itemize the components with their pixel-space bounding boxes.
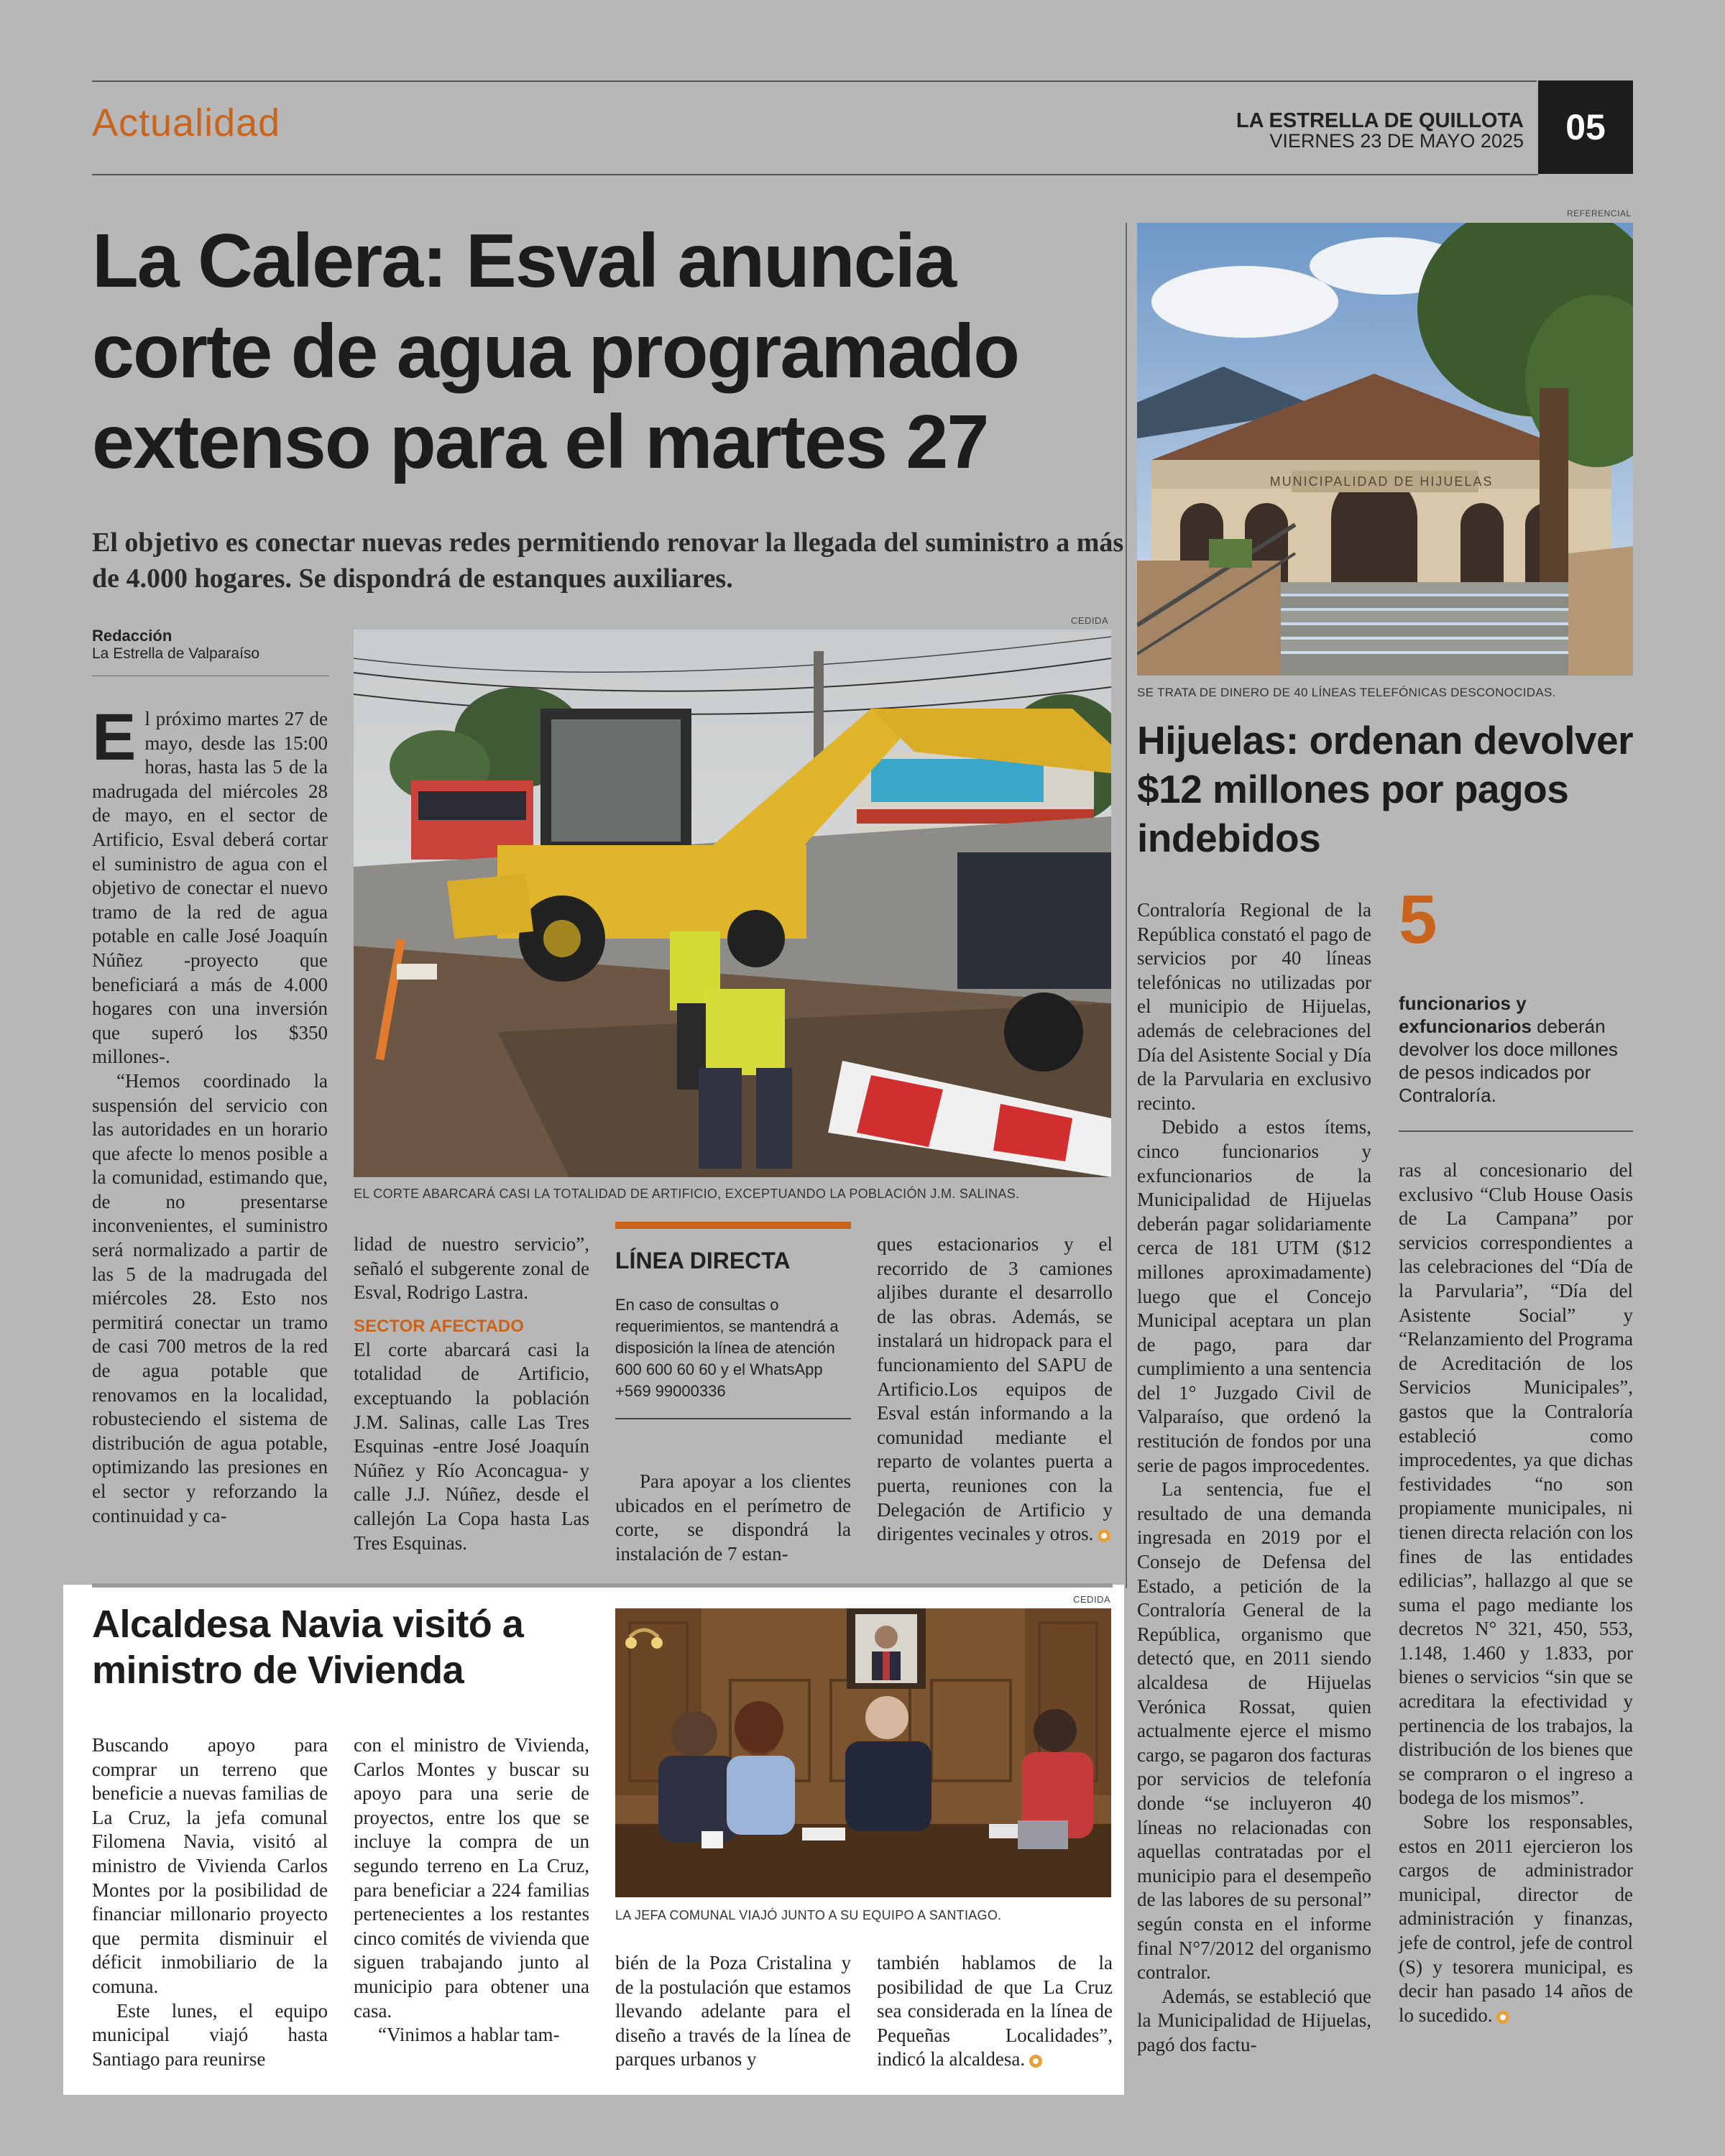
linea-directa-accent-bar [615,1222,851,1229]
drop-cap: E [92,701,137,774]
hijuelas-column-b [1399,1158,1633,2027]
linea-directa-title: LÍNEA DIRECTA [615,1248,791,1273]
linea-directa-text: En caso de consultas o requerimientos, se mantendrá a disposición la línea de atención 600 600 60 60 y el WhatsApp +569 99000336 [615,1296,839,1400]
linea-directa-box [615,1222,851,1419]
municipalidad-photo [1137,223,1633,676]
hijuelas-end-icon [1496,2011,1509,2024]
hijuelas-colA-paragraph-4: Además, se estableció que la Municipalidad de Hijuelas, pagó dos factu- [1137,1985,1371,2055]
navia-headline: Alcaldesa Navia visitó a ministro de Vivienda [92,1603,524,1692]
navia-column-1 [92,1733,328,2071]
linea-directa-bottom-rule [615,1418,851,1419]
main-col1-paragraph-1: l próximo martes 27 de mayo, desde las 15:00 horas, hasta las 5 de la madrugada del miércoles 28 de mayo, en el sector de Artificio, Esval deberá cortar el suministro de agua con el objetivo de conectar el nuevo tramo de la red de agua potable en calle José Joaquín Núñez -proyecto que beneficiará a más de 4.000 hogares con una inversión que superó los $350 millones-. [92,708,328,1068]
municipalidad-photo-caption: SE TRATA DE DINERO DE 40 LÍNEAS TELEFÓNICAS DESCONOCIDAS. [1137,686,1556,699]
main-col2-paragraph-1: lidad de nuestro servicio”, señaló el subgerente zonal de Esval, Rodrigo Lastra. [354,1233,589,1304]
navia-col1-paragraph-1: Buscando apoyo para comprar un terreno que beneficie a nuevas familias de La Cruz, la jefa comunal Filomena Navia, visitó al ministro de Vivienda Carlos Montes por la posibilidad de financiar millonario proyecto que permita disminuir el déficit inmobiliario de la comuna. [92,1734,328,1997]
excavator-photo-caption: EL CORTE ABARCARÁ CASI LA TOTALIDAD DE ARTIFICIO, EXCEPTUANDO LA POBLACIÓN J.M. SALINAS. [354,1187,1020,1201]
navia-end-icon [1029,2055,1042,2068]
newspaper-name: LA ESTRELLA DE QUILLOTA [1236,109,1524,132]
byline: Redacción [92,627,172,645]
navia-column-4 [877,1951,1113,2072]
header-top-rule [92,80,1537,82]
hijuelas-colA-paragraph-2: Debido a estos ítems, cinco funcionarios y exfuncionarios de la Municipalidad de Hijuelas deberán pagar solidariamente cerca de 181 UTM ($12 millones aproximadamente) luego que el Concejo Municipal aceptara un plan de pago, para dar cumplimiento a una sentencia del 1° Juzgado Civil de Valparaíso, que ordenó la restitución de fondos por una serie de pagos improcedentes. [1137,1116,1371,1476]
page-number: 05 [1538,80,1633,174]
sector-afectado-subhead: SECTOR AFECTADO [354,1316,524,1336]
section-label: Actualidad [92,101,281,144]
meeting-photo [615,1608,1111,1897]
main-column-1 [92,701,328,1528]
navia-col4-paragraph-1: también hablamos de la posibilidad de que La Cruz sea considerada en la línea de Pequeñas Localidades”, indicó la alcaldesa. [877,1952,1113,2070]
hijuelas-colB-paragraph-2: Sobre los responsables, estos en 2011 ejercieron los cargos de administrador municipal, director de administración y finanzas, jefe de control, jefe de control (S) y tesorera municipal, es decir han pasado 14 años de lo sucedido. [1399,1811,1633,2026]
main-col3-paragraph-1: Para apoyar a los clientes ubicados en el perímetro de corte, se dispondrá la instalación de 7 estan- [615,1470,851,1565]
hijuelas-photo-credit: REFERENCIAL [1567,208,1632,218]
main-column-4 [877,1233,1113,1547]
main-column-3 [615,1470,851,1566]
header-bottom-rule [92,174,1538,175]
hijuelas-colB-paragraph-1: ras al concesionario del exclusivo “Club House Oasis de La Campana” por servicios correspondientes a las celebraciones del “Día de la Parvularia”, “Día del Asistente Social” y “Relanzamiento del Programa de Acreditación de los Servicios Municipales”, gastos que la Contraloría estableció como improcedentes, ya que dichas festividades “no son propiamente municipales, ni tienen directa relación con los fines de las entidades edilicias”, hallazgo al que se suma el pago mediante los decretos N° 321, 450, 553, 1.148, 1.460 y 1.833, por bienes o servicios “sin que se acreditara la efectividad y pertinencia de los trabajos, la distribución de los bienes que se compraron o el ingreso a bodega de los mismos”. [1399,1159,1633,1809]
main-col4-paragraph-1: ques estacionarios y el recorrido de 3 camiones aljibes durante el desarrollo de las obras. Además, se instalará un hidropack para el funcionamiento del SAPU de Artificio.Los equipos de Esval están informando a la comunidad mediante el reparto de volantes puerta a puerta, reuniones con la Delegación de Artificio y dirigentes vecinales y otros. [877,1233,1113,1545]
navia-col2-paragraph-1: con el ministro de Vivienda, Carlos Montes y buscar su apoyo para una serie de proyectos, entre los que se incluye la compra de un segundo terreno en La Cruz, para beneficiar a 224 familias pertenecientes a los restantes cinco comités de vivienda que siguen trabajando junto al municipio para obtener una casa. [354,1734,589,2022]
main-column-2 [354,1233,589,1555]
end-of-article-icon [1098,1529,1110,1542]
navia-photo-credit: CEDIDA [1073,1594,1111,1605]
navia-top-rule [92,1583,1113,1588]
navia-col2-paragraph-2: “Vinimos a hablar tam- [378,2024,560,2046]
issue-date: VIERNES 23 DE MAYO 2025 [1269,130,1524,152]
meeting-photo-caption: LA JEFA COMUNAL VIAJÓ JUNTO A SU EQUIPO A SANTIAGO. [615,1908,1002,1922]
main-col1-paragraph-2: “Hemos coordinado la suspensión del servicio con las autoridades en un horario que afecte lo menos posible a la comunidad, estimando que, de no presentarse inconvenientes, el suministro será normalizado a partir de las 5 de la madrugada del miércoles 28. Esto nos permitirá conectar un tramo de casi 700 metros de la red de agua potable que renovamos en la localidad, robusteciendo el sistema de distribución de agua potable, optimizando las presiones en el sector y reforzando la continuidad y ca- [92,1069,328,1526]
navia-col1-paragraph-2: Este lunes, el equipo municipal viajó hasta Santiago para reunirse [92,1999,328,2070]
navia-column-2 [354,1733,589,2047]
callout-rest-text: deberán devolver los doce millones de pesos indicados por Contraloría. [1399,1015,1618,1106]
hijuelas-colA-paragraph-3: La sentencia, fue el resultado de una demanda ingresada en 2019 por el Consejo de Defensa del Estado, a petición de la Contraloría General de la República, organismo que detectó que, en 2011 siendo alcaldesa de Hijuelas Verónica Rossat, quien actualmente ejerce el mismo cargo, se pagaron dos facturas por servicios de telefonía donde “se incluyeron 40 líneas no relacionadas con aquellas contratadas por el municipio para el desempeño de las labores de su personal” según consta en el informe final N°7/2012 del organismo contralor. [1137,1478,1371,1984]
callout-number: 5 [1399,881,1438,958]
main-deck: El objetivo es conectar nuevas redes permitiendo renovar la llegada del suministro a más de 4.000 hogares. Se dispondrá de estanques auxiliares. [92,528,1124,594]
main-headline: La Calera: Esval anuncia corte de agua programado extenso para el martes 27 [92,218,1019,484]
column-divider [1126,223,1127,1588]
navia-col3-paragraph-1: bién de la Poza Cristalina y de la postulación que estamos llevando adelante para el diseño a través de la línea de parques urbanos y [615,1952,851,2070]
photo-credit: CEDIDA [1071,615,1109,626]
callout-rule [1399,1130,1633,1132]
navia-column-3 [615,1951,851,2072]
excavator-photo [354,630,1111,1177]
byline-source: La Estrella de Valparaíso [92,645,260,662]
main-col2-paragraph-2: El corte abarcará casi la totalidad de Artificio, exceptuando la población J.M. Salinas, calle Las Tres Esquinas -entre José Joaquín Núñez y Río Aconcagua- y calle J.J. Núñez, desde el callejón La Copa hasta Las Tres Esquinas. [354,1338,589,1554]
hijuelas-headline: Hijuelas: ordenan devolver $12 millones por pagos indebidos [1137,718,1633,860]
hijuelas-column-a [1137,898,1371,2058]
callout-bold-text: funcionarios y exfuncionarios [1399,992,1532,1037]
hijuelas-colA-paragraph-1: Contraloría Regional de la República constató el pago de servicios por 40 líneas telefónicas no utilizadas por el municipio de Hijuelas, además de celebraciones del Día del Asistente Social y Día de la Parvularia en exclusivo recinto. [1137,899,1371,1114]
callout-text [1399,992,1636,1107]
building-sign-text: MUNICIPALIDAD DE HIJUELAS [1269,474,1494,489]
